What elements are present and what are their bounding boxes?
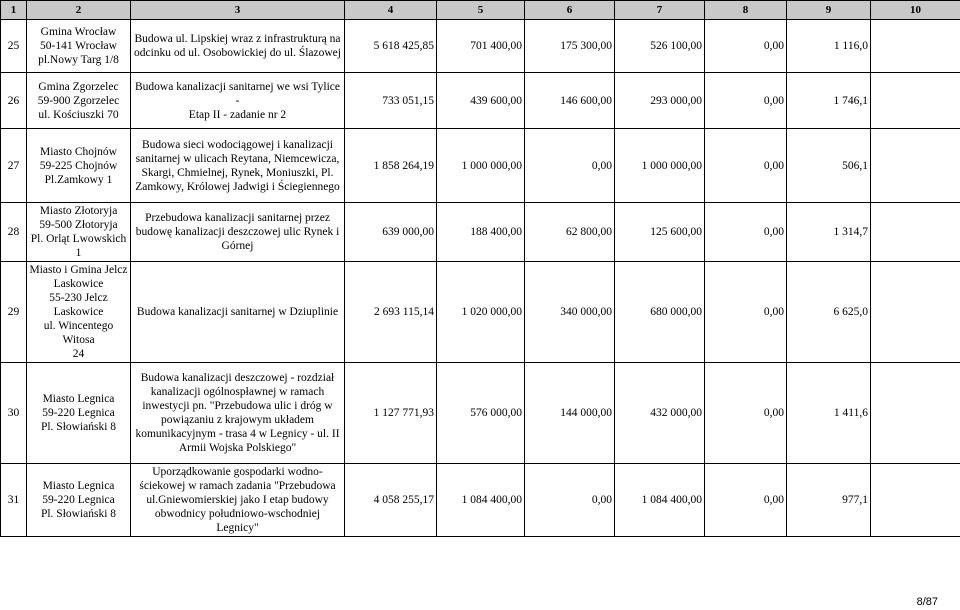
- amount-cell-8: 0,00: [705, 20, 787, 73]
- description-line: odcinku od ul. Osobowickiej do ul. Ślazowej: [134, 47, 341, 59]
- amount-cell-6: 175 300,00: [525, 20, 615, 73]
- beneficiary-cell: [27, 464, 131, 537]
- description-cell: [131, 262, 345, 363]
- description-line: powiązaniu z krajowym układem: [161, 414, 314, 426]
- amount-cell-6: 62 800,00: [525, 203, 615, 262]
- description-line: kanalizacji ogólnospławnej w ramach: [150, 386, 325, 398]
- header-cell: 6: [525, 1, 615, 20]
- beneficiary-cell: [27, 363, 131, 464]
- table-row: [1, 464, 960, 537]
- description-line: Zamkowy, Królowej Jadwigi i Ściegiennego: [135, 180, 340, 193]
- total-cost-cell: 1 127 771,93: [345, 363, 437, 464]
- amount-cell-6: 144 000,00: [525, 363, 615, 464]
- amount-cell-8: 0,00: [705, 203, 787, 262]
- total-cost-cell: 1 858 264,19: [345, 129, 437, 203]
- beneficiary-line: 59-220 Legnica: [42, 494, 115, 506]
- amount-cell-5: 1 084 400,00: [437, 464, 525, 537]
- description-cell: [131, 203, 345, 262]
- beneficiary-cell: [27, 203, 131, 262]
- amount-cell-8: 0,00: [705, 363, 787, 464]
- description-line: Skargi, Chmielnej, Rynek, Moniuszki, Pl.: [141, 166, 334, 179]
- beneficiary-line: 24: [72, 348, 85, 360]
- total-cost-cell: 639 000,00: [345, 203, 437, 262]
- beneficiary-line: Miasto i Gmina Jelcz: [29, 264, 128, 276]
- amount-cell-5: 576 000,00: [437, 363, 525, 464]
- amount-cell-5: 188 400,00: [437, 203, 525, 262]
- row-number-cell: 28: [1, 203, 27, 262]
- header-cell: 4: [345, 1, 437, 20]
- beneficiary-cell: [27, 262, 131, 363]
- header-row: [1, 1, 960, 20]
- description-line: inwestycji pn. "Przebudowa ulic i dróg w: [142, 400, 333, 412]
- description-line: Przebudowa kanalizacji sanitarnej przez: [145, 212, 330, 224]
- description-line: obwodnicy południowo-wschodniej Legnicy": [154, 508, 321, 534]
- row-number-cell: 29: [1, 262, 27, 363]
- amount-cell-7: 432 000,00: [615, 363, 705, 464]
- beneficiary-line: 55-230 Jelcz: [49, 292, 108, 304]
- total-cost-cell: 5 618 425,85: [345, 20, 437, 73]
- amount-cell-6: 0,00: [525, 464, 615, 537]
- description-cell: [131, 363, 345, 464]
- amount-cell-7: 1 000 000,00: [615, 129, 705, 203]
- description-line: Budowa kanalizacji sanitarnej w Dziuplinie: [136, 306, 339, 318]
- page-number: 8/87: [916, 596, 938, 608]
- table-row: [1, 363, 960, 464]
- header-cell: 1: [1, 1, 27, 20]
- description-cell: [131, 464, 345, 537]
- row-number-cell: 30: [1, 363, 27, 464]
- amount-cell-7: 125 600,00: [615, 203, 705, 262]
- description-line: sanitarnej w ulicach Reytana, Niemcewicza,: [135, 152, 340, 165]
- beneficiary-line: 59-500 Złotoryja: [39, 219, 118, 231]
- description-line: Uporządkowanie gospodarki wodno-: [152, 466, 323, 478]
- amount-cell-5: 1 020 000,00: [437, 262, 525, 363]
- beneficiary-line: Laskowice: [53, 306, 104, 318]
- amount-cell-7: 293 000,00: [615, 73, 705, 129]
- amount-cell-8: 0,00: [705, 129, 787, 203]
- header-cell: 9: [787, 1, 871, 20]
- beneficiary-line: ul. Kościuszki 70: [38, 108, 119, 121]
- beneficiary-line: Gmina Zgorzelec: [38, 80, 119, 93]
- header-cell: 7: [615, 1, 705, 20]
- amount-cell-10: [871, 20, 960, 73]
- description-line: budowę kanalizacji deszczowej ulic Rynek i: [135, 226, 340, 238]
- amount-cell-10: [871, 464, 960, 537]
- amount-cell-10: [871, 73, 960, 129]
- amount-cell-6: 0,00: [525, 129, 615, 203]
- description-line: Górnej: [221, 240, 254, 252]
- beneficiary-line: 59-900 Zgorzelec: [37, 94, 120, 107]
- header-cell: 3: [131, 1, 345, 20]
- description-cell: [131, 20, 345, 73]
- total-cost-cell: 2 693 115,14: [345, 262, 437, 363]
- beneficiary-line: Pl. Słowiański 8: [40, 508, 117, 520]
- row-number-cell: 27: [1, 129, 27, 203]
- header-cell: 5: [437, 1, 525, 20]
- beneficiary-cell: [27, 129, 131, 203]
- beneficiary-line: Miasto Złotoryja: [39, 205, 118, 217]
- beneficiary-line: Laskowice: [53, 278, 104, 290]
- amount-cell-9: 1 314,7: [787, 203, 871, 262]
- amount-cell-9: 1 411,6: [787, 363, 871, 464]
- row-number-cell: 26: [1, 73, 27, 129]
- table-row: [1, 20, 960, 73]
- amount-cell-7: 680 000,00: [615, 262, 705, 363]
- beneficiary-line: Pl.Zamkowy 1: [44, 173, 113, 186]
- beneficiary-line: 59-220 Legnica: [42, 407, 115, 419]
- beneficiary-line: Miasto Legnica: [42, 393, 115, 405]
- amount-cell-9: 506,1: [787, 129, 871, 203]
- description-cell: [131, 129, 345, 203]
- beneficiary-cell: [27, 73, 131, 129]
- beneficiary-line: pl.Nowy Targ 1/8: [38, 54, 119, 66]
- amount-cell-9: 6 625,0: [787, 262, 871, 363]
- amount-cell-8: 0,00: [705, 464, 787, 537]
- amount-cell-9: 977,1: [787, 464, 871, 537]
- amount-cell-7: 526 100,00: [615, 20, 705, 73]
- description-line: Budowa kanalizacji sanitarnej we wsi Tylice -: [135, 80, 340, 107]
- amount-cell-8: 0,00: [705, 73, 787, 129]
- amount-cell-9: 1 746,1: [787, 73, 871, 129]
- amount-cell-5: 439 600,00: [437, 73, 525, 129]
- table-row: [1, 73, 960, 129]
- amount-cell-10: [871, 363, 960, 464]
- row-number-cell: 25: [1, 20, 27, 73]
- description-line: ściekowej w ramach zadania "Przebudowa: [139, 480, 336, 492]
- amount-cell-8: 0,00: [705, 262, 787, 363]
- amount-cell-10: [871, 129, 960, 203]
- beneficiary-cell: [27, 20, 131, 73]
- row-number-cell: 31: [1, 464, 27, 537]
- description-line: Budowa kanalizacji deszczowej - rozdział: [140, 372, 335, 384]
- total-cost-cell: 733 051,15: [345, 73, 437, 129]
- beneficiary-line: 59-225 Chojnów: [39, 159, 118, 172]
- header-cell: 10: [871, 1, 960, 20]
- amount-cell-7: 1 084 400,00: [615, 464, 705, 537]
- amount-cell-6: 146 600,00: [525, 73, 615, 129]
- amount-cell-9: 1 116,0: [787, 20, 871, 73]
- beneficiary-line: Pl. Słowiański 8: [40, 421, 117, 433]
- amount-cell-5: 701 400,00: [437, 20, 525, 73]
- description-line: Budowa sieci wodociągowej i kanalizacji: [142, 138, 333, 151]
- beneficiary-line: Miasto Legnica: [42, 480, 115, 492]
- amount-cell-10: [871, 203, 960, 262]
- header-cell: 2: [27, 1, 131, 20]
- table-row: [1, 203, 960, 262]
- description-line: Armii Wojska Polskiego": [178, 442, 297, 454]
- header-cell: 8: [705, 1, 787, 20]
- beneficiary-line: 50-141 Wrocław: [40, 40, 117, 52]
- table-row: [1, 262, 960, 363]
- beneficiary-line: Gmina Wrocław: [40, 26, 117, 38]
- table-row: [1, 129, 960, 203]
- amount-cell-6: 340 000,00: [525, 262, 615, 363]
- amount-cell-5: 1 000 000,00: [437, 129, 525, 203]
- beneficiary-line: Miasto Chojnów: [40, 145, 117, 158]
- description-cell: [131, 73, 345, 129]
- description-line: Budowa ul. Lipskiej wraz z infrastrukturą na: [134, 33, 341, 45]
- amount-cell-10: [871, 262, 960, 363]
- total-cost-cell: 4 058 255,17: [345, 464, 437, 537]
- description-line: Etap II - zadanie nr 2: [188, 108, 287, 121]
- description-line: ul.Gniewomierskiej jako I etap budowy: [146, 494, 329, 506]
- description-line: komunikacyjnym - trasa 4 w Legnicy - ul. II: [135, 428, 340, 440]
- beneficiary-line: Pl. Orląt Lwowskich 1: [30, 233, 127, 259]
- beneficiary-line: ul. Wincentego Witosa: [43, 320, 114, 346]
